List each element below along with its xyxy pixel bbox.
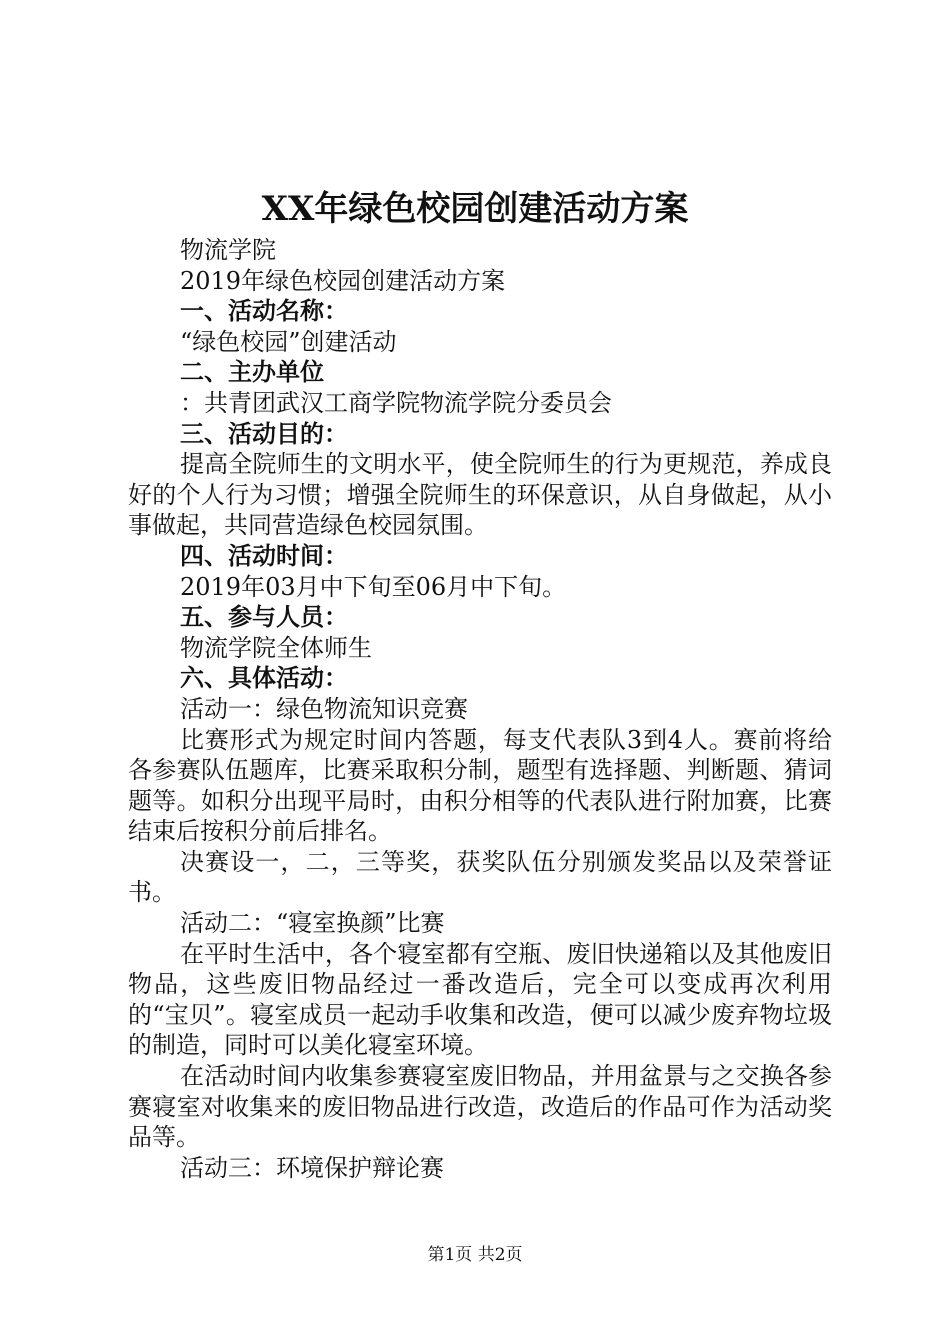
paragraph: 在平时生活中，各个寝室都有空瓶、废旧快递箱以及其他废旧物品，这些废旧物品经过一番改造后，完全可以变成再次利用的“宝贝”。寝室成员一起动手收集和改造，便可以减少废弃物垃圾的制造，同时可以美化寝室环境。 xyxy=(128,939,832,1060)
document-body xyxy=(128,235,832,1183)
paragraph: 活动一：绿色物流知识竞赛 xyxy=(180,694,468,723)
paragraph: 决赛设一，二，三等奖，获奖队伍分别颁发奖品以及荣誉证书。 xyxy=(128,847,832,907)
paragraph: 2019年03月中下旬至06月中下旬。 xyxy=(180,572,567,601)
paragraph: 比赛形式为规定时间内答题，每支代表队3到4人。赛前将给各参赛队伍题库，比赛采取积分制，题型有选择题、判断题、猜词题等。如积分出现平局时，由积分相等的代表队进行附加赛，比赛结束后按积分前后排名。 xyxy=(128,725,832,846)
paragraph: 物流学院 xyxy=(180,236,276,264)
paragraph: 在活动时间内收集参赛寝室废旧物品，并用盆景与之交换各参赛寝室对收集来的废旧物品进行改造，改造后的作品可作为活动奖品等。 xyxy=(128,1062,832,1152)
section-heading: 五、参与人员： xyxy=(180,602,348,632)
paragraph: “绿色校园”创建活动 xyxy=(180,327,397,356)
section-heading: 二、主办单位 xyxy=(180,357,324,387)
page-footer: 第1页 共2页 xyxy=(427,1245,523,1265)
section-heading: 三、活动目的： xyxy=(180,418,348,448)
paragraph: 提高全院师生的文明水平，使全院师生的行为更规范，养成良好的个人行为习惯；增强全院师生的环保意识，从自身做起，从小事做起，共同营造绿色校园氛围。 xyxy=(128,450,832,540)
paragraph: 物流学院全体师生 xyxy=(180,633,372,662)
paragraph: 活动二：“寝室换颜”比赛 xyxy=(180,909,445,938)
paragraph: 2019年绿色校园创建活动方案 xyxy=(180,266,506,295)
paragraph: ：共青团武汉工商学院物流学院分委员会 xyxy=(180,388,612,417)
paragraph: 活动三：环境保护辩论赛 xyxy=(180,1153,444,1182)
section-heading: 一、活动名称： xyxy=(180,296,348,326)
section-heading: 四、活动时间： xyxy=(180,540,348,570)
section-heading: 六、具体活动： xyxy=(180,663,348,693)
document-title: XX年绿色校园创建活动方案 xyxy=(261,189,689,229)
